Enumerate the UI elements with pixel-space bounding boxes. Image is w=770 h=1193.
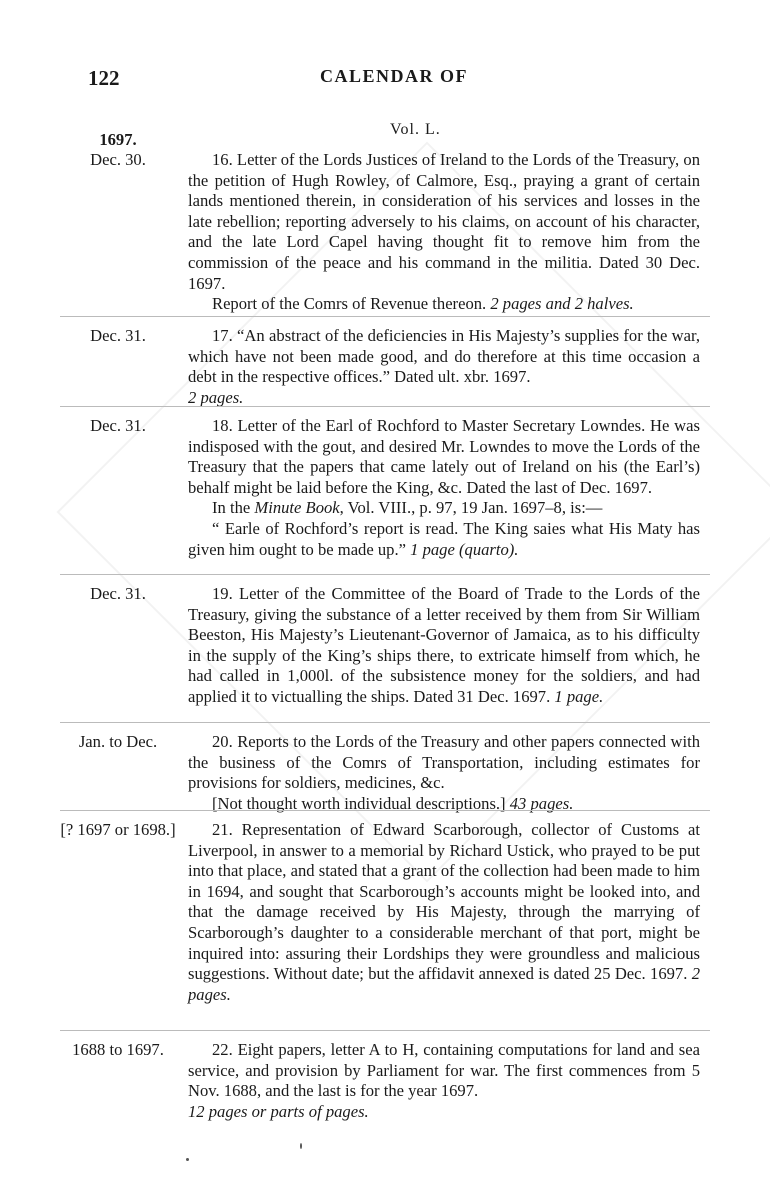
page-extent: 1 page (quarto).: [410, 539, 519, 559]
entry-divider: [60, 406, 710, 407]
page-extent: 12 pages or parts of pages.: [188, 1101, 369, 1121]
entry-divider: [60, 574, 710, 575]
entry-divider: [60, 1030, 710, 1031]
entry-date: Dec. 31.: [90, 584, 146, 603]
entry-body: [188, 416, 700, 560]
entry-date: Dec. 30.: [90, 150, 146, 169]
entry-divider: [60, 316, 710, 317]
entry-body: [188, 1040, 700, 1122]
ink-speck: [300, 1143, 302, 1149]
page-extent: 43 pages.: [509, 793, 574, 813]
entry-date: Dec. 31.: [90, 326, 146, 345]
entry-body: [188, 732, 700, 814]
page-extent: 2 pages.: [188, 387, 244, 407]
entry-divider: [60, 810, 710, 811]
entry-note: Report of the Comrs of Revenue thereon. 2 pages and 2 halves.: [212, 294, 634, 314]
entry-text: 21. Representation of Edward Scarborough, collector of Customs at Liverpool, in answer to a memorial by Richard Ustick, who prayed to be put into that place, and stated that a grant of the collection had been made to him in 1694, and sought that Scarborough’s accounts might be looked into, and that the damage received by His Majesty, through the marrying of Scarborough’s daughter to a considerable merchant of that port, might be inquired into: assuring their Lordships they were groundless and malicious suggestions. Without date; but the affidavit annexed is dated 25 Dec. 1697. 2 pages.: [188, 820, 700, 1004]
page-header: [88, 66, 700, 96]
entry-note: [Not thought worth individual descriptions.] 43 pages.: [212, 793, 574, 813]
minute-quote: “ Earle of Rochford’s report is read. The King saies what His Maty has given him ought to be made up.” 1 page (quarto).: [188, 518, 700, 559]
entry-body: [188, 584, 700, 708]
entry-text: 20. Reports to the Lords of the Treasury and other papers connected with the business of the Comrs of Transportation, including estimates for provisions for soldiers, medicines, &c.: [188, 732, 700, 793]
entry-text: 19. Letter of the Committee of the Board of Trade to the Lords of the Treasury, giving the substance of a letter received by them from Sir William Beeston, His Majesty’s Lieutenant-Governor of Jamaica, as to his difficulty in the supply of the King’s ships there, to extricate himself from which, he had called in 1,000l. of the subsistence money for the soldiers, and had applied it to victualling the ships. Dated 31 Dec. 1697. 1 page.: [188, 584, 700, 706]
entry-text: 18. Letter of the Earl of Rochford to Master Secretary Lowndes. He was indisposed with the gout, and desired Mr. Lowndes to move the Lords of the Treasury that the papers that came lately out of Ireland on his (the Earl’s) behalf might be laid before the King, &c. Dated the last of Dec. 1697.: [188, 416, 700, 497]
entry-body: [188, 150, 700, 315]
entry-date: Dec. 31.: [90, 416, 146, 435]
entry-date: 1688 to 1697.: [72, 1040, 164, 1059]
page-extent: 1 page.: [554, 686, 604, 706]
entry-text: 16. Letter of the Lords Justices of Ireland to the Lords of the Treasury, on the petition of Hugh Rowley, of Calmore, Esq., praying a grant of certain lands mentioned therein, in consideration of his services and losses in the late rebellion; reporting adversely to his claims, on account of his character, and the late Lord Capel having thought fit to remove him from the commission of the peace and his command in the militia. Dated 30 Dec. 1697.: [188, 150, 700, 293]
page-extent: 2 pages.: [188, 964, 700, 1004]
entry-body: [188, 326, 700, 408]
entry-divider: [60, 722, 710, 723]
entry-text: 17. “An abstract of the deficiencies in His Majesty’s supplies for the war, which have not been made good, and do therefore at this time occasion a debt in the respective offices.” Dated ult. xbr. 1697.: [188, 326, 700, 387]
entry-date: [? 1697 or 1698.]: [60, 820, 176, 839]
ink-speck: [186, 1158, 189, 1161]
page-number: 122: [88, 66, 120, 90]
running-title: CALENDAR OF: [319, 66, 468, 86]
volume-heading: Vol. L.: [390, 121, 441, 138]
entry-date: Jan. to Dec.: [78, 732, 158, 751]
entry-body: [188, 820, 700, 1005]
entry-text: 22. Eight papers, letter A to H, containing computations for land and sea service, and provision by Parliament for war. The first commences from 5 Nov. 1688, and the last is for the year 1697.: [188, 1040, 700, 1101]
year-label: 1697.: [99, 130, 137, 149]
minute-book-reference: In the Minute Book, Vol. VIII., p. 97, 19 Jan. 1697–8, is:—: [212, 498, 603, 518]
page-extent: 2 pages and 2 halves.: [490, 294, 634, 314]
